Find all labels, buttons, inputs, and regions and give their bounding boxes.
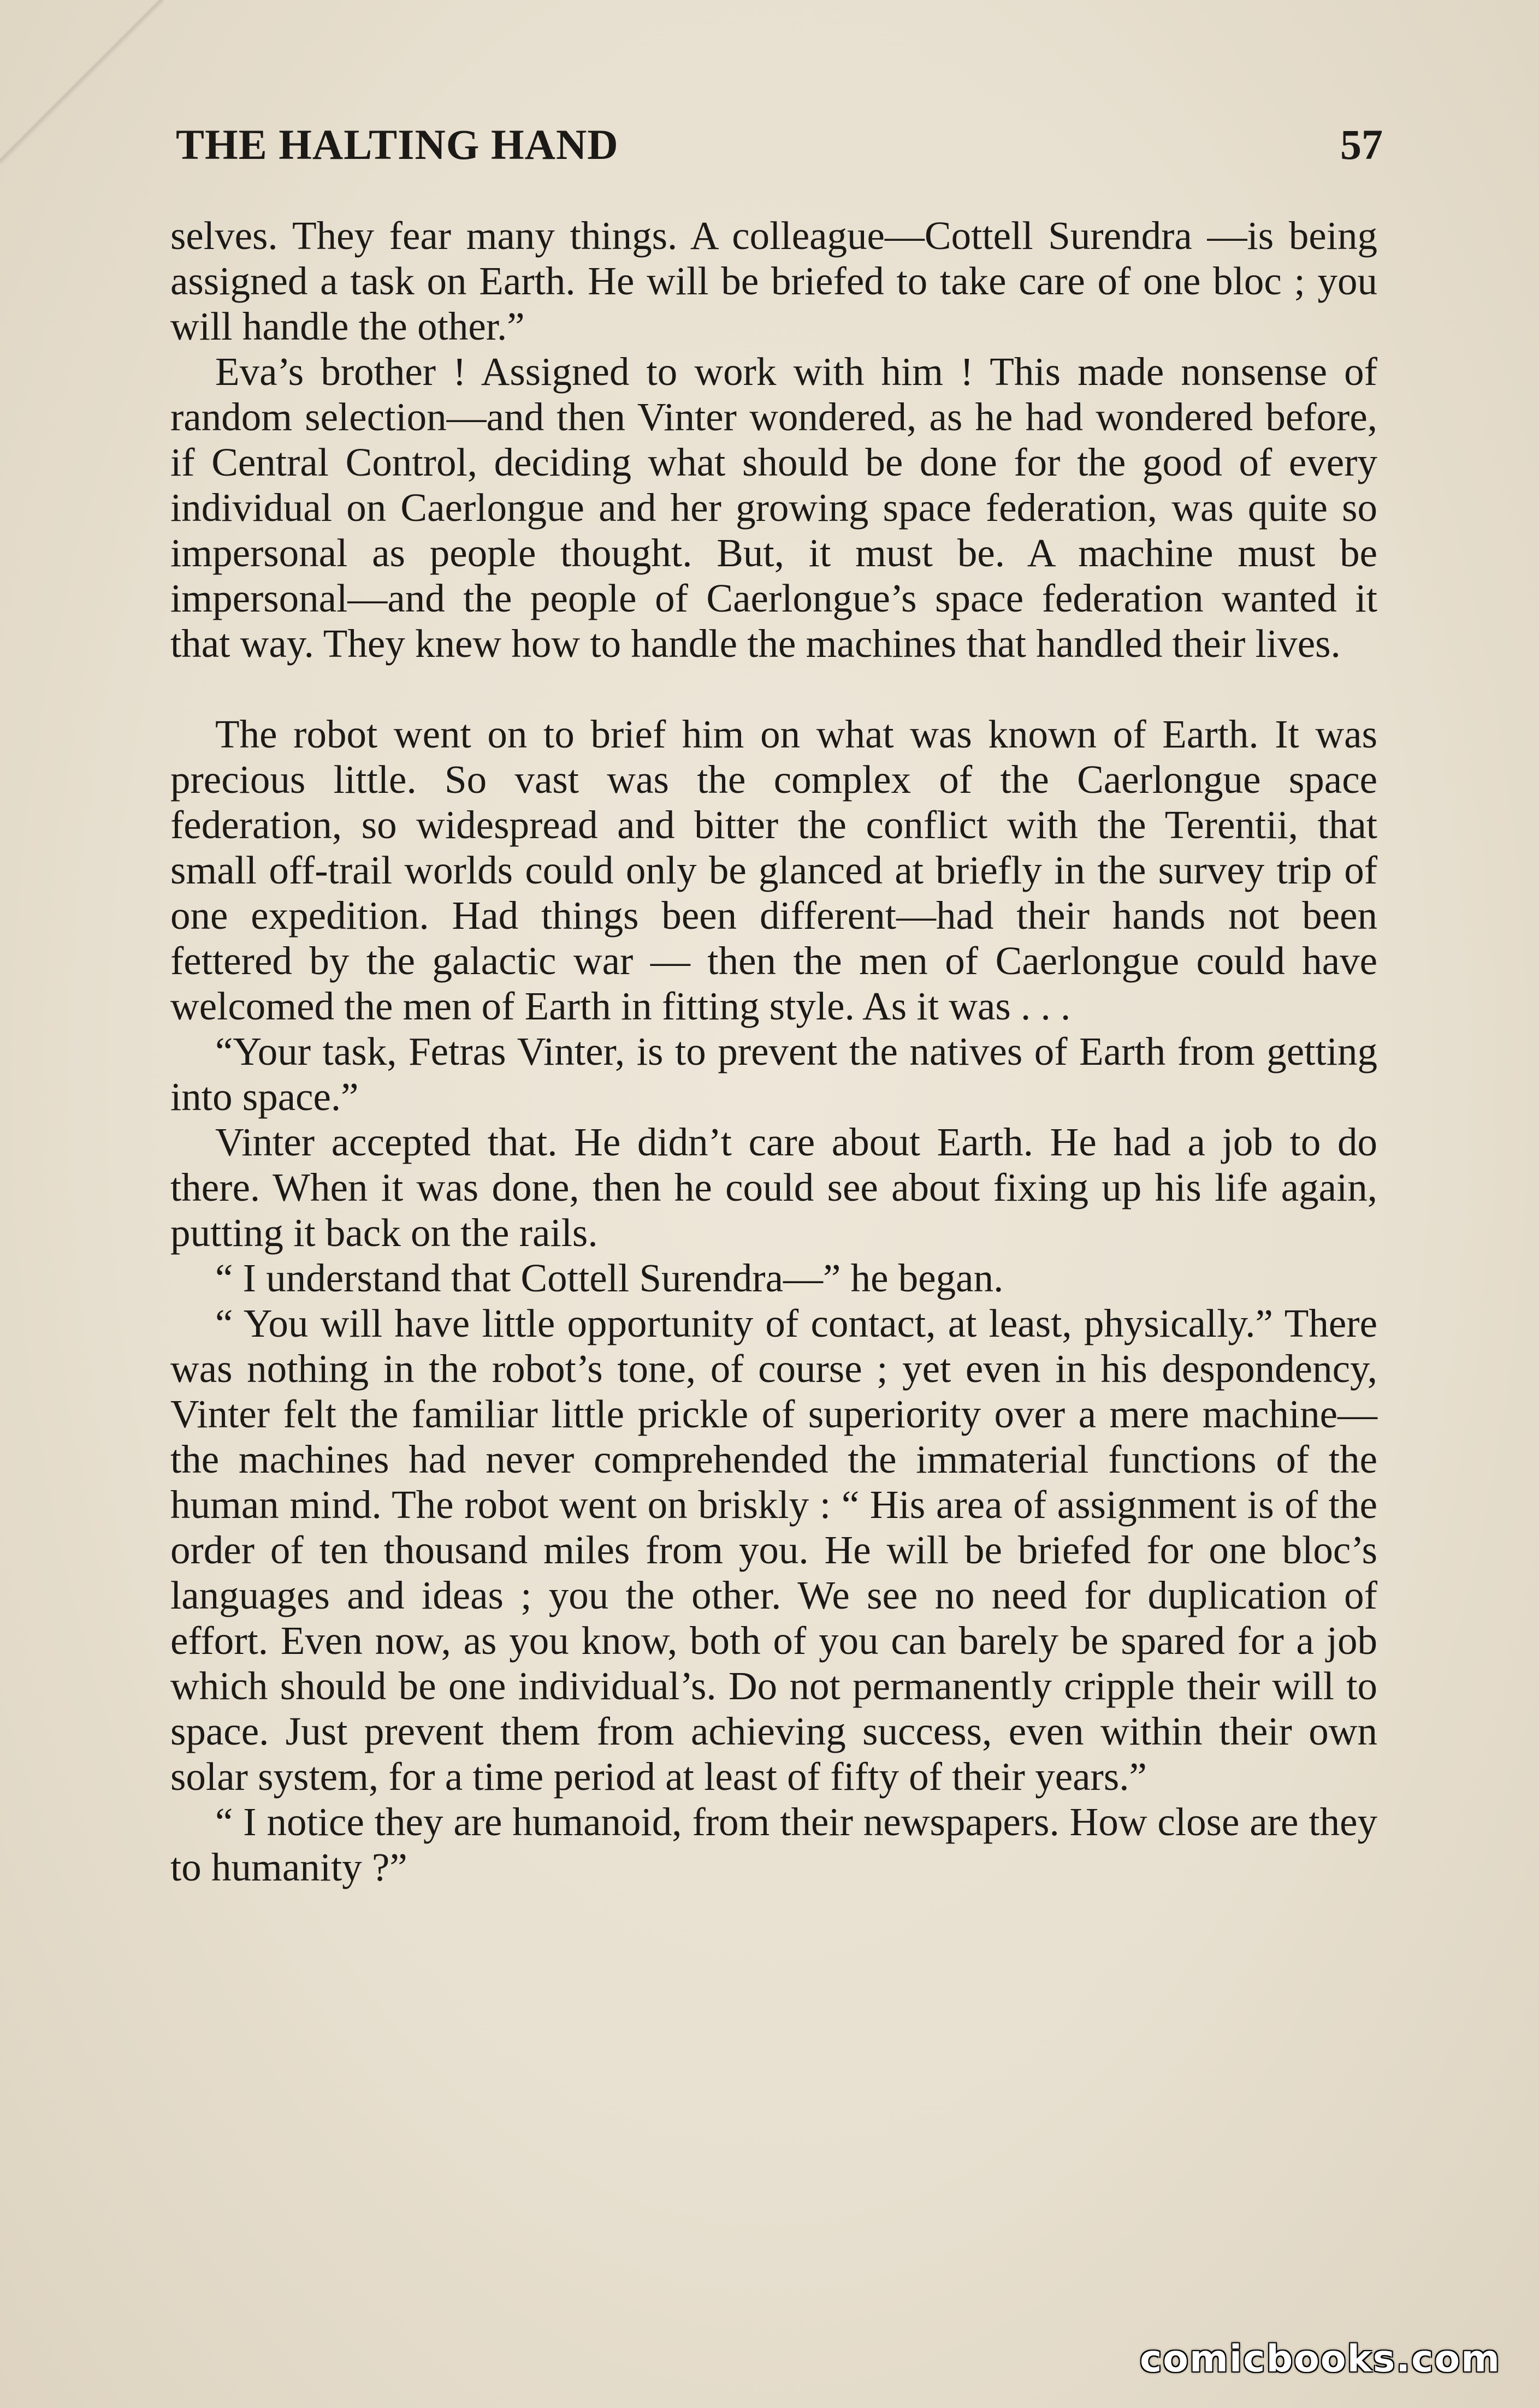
page-crease (0, 0, 164, 164)
paragraph: “ You will have little opportunity of contact, at least, physically.” There was nothing in the robot’s tone, of course ; yet even in his despondency, Vinter felt the familiar little prickle of superiority over a mere machine—the machines had never comprehended the immaterial functions of the human mind. The robot went on briskly : “ His area of assignment is of the order of ten thousand miles from you. He will be briefed for one bloc’s languages and ideas ; you the other. We see no need for duplication of effort. Even now, as you know, both of you can barely be spared for a job which should be one individual’s. Do not permanently cripple their will to space. Just prevent them from achieving success, even within their own solar system, for a time period at least of fifty of their years.” (170, 1301, 1377, 1799)
paragraph: “ I notice they are humanoid, from their newspapers. How close are they to humanity ?” (170, 1800, 1377, 1889)
running-title: THE HALTING HAND (176, 121, 619, 168)
page-number: 57 (1340, 121, 1383, 168)
watermark: comicbooks.com (1139, 2338, 1501, 2381)
paragraph: selves. They fear many things. A colleague—Cottell Surendra —is being assigned a task on Earth. He will be briefed to take care of one bloc ; you will handle the other.” (170, 213, 1377, 348)
paragraph: “Your task, Fetras Vinter, is to prevent the natives of Earth from getting into space.” (170, 1029, 1377, 1119)
running-head (176, 120, 1383, 180)
paragraph: The robot went on to brief him on what was known of Earth. It was precious little. So vast was the complex of the Caerlongue space federation, so widespread and bitter the conflict with the Terentii, that small off-trail worlds could only be glanced at briefly in the survey trip of one expedition. Had things been different—had their hands not been fettered by the galactic war — then the men of Caerlongue could have welcomed the men of Earth in fitting style. As it was . . . (170, 712, 1377, 1028)
paragraph: Vinter accepted that. He didn’t care about Earth. He had a job to do there. When it was done, then he could see about fixing up his life again, putting it back on the rails. (170, 1120, 1377, 1255)
paragraph: Eva’s brother ! Assigned to work with him ! This made nonsense of random selection—and then Vinter wondered, as he had wondered before, if Central Control, deciding what should be done for the good of every individual on Caerlongue and her growing space federation, was quite so impersonal as people thought. But, it must be. A machine must be impersonal—and the people of Caerlongue’s space federation wanted it that way. They knew how to handle the machines that handled their lives. (170, 349, 1377, 666)
text-column (170, 213, 1377, 1890)
paragraph: “ I understand that Cottell Surendra—” he began. (215, 1256, 1004, 1300)
